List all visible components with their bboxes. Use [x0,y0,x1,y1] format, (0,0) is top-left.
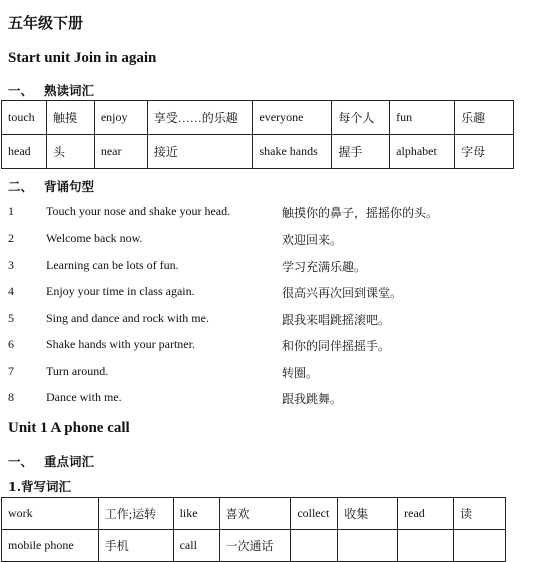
sentence-number: 6 [8,337,14,351]
table-cell: near [94,135,147,169]
sentence-chinese: 触摸你的鼻子，摇摇你的头。 [282,206,439,220]
table-cell: 每个人 [332,101,390,135]
table-cell [398,530,454,562]
sentence-number: 5 [8,311,14,325]
table-cell: mobile phone [2,530,99,562]
unit1-title: Unit 1 A phone call [8,420,130,436]
table-cell: 乐趣 [455,101,514,135]
sentence-english: Learning can be lots of fun. [46,258,179,272]
sentence-english: Sing and dance and rock with me. [46,311,209,325]
table-cell: 接近 [147,135,253,169]
sentence-chinese: 跟我跳舞。 [282,392,343,406]
table-cell [338,530,398,562]
sentence-english: Shake hands with your partner. [46,337,195,351]
unit1-vocab-table [1,497,506,562]
table-cell: call [173,530,219,562]
table-cell [291,530,338,562]
sentence-chinese: 和你的同伴摇摇手。 [282,339,391,353]
table-cell: 一次通话 [219,530,291,562]
table-cell: 触摸 [46,101,94,135]
table-cell: 握手 [332,135,390,169]
sentence-english: Dance with me. [46,390,122,404]
section-number: 一、 [8,454,34,469]
table-cell: alphabet [390,135,455,169]
table-cell: shake hands [253,135,332,169]
start-section-1-heading [8,81,94,99]
start-unit-title: Start unit Join in again [8,50,157,66]
table-cell: 字母 [455,135,514,169]
sentence-chinese: 很高兴再次回到课堂。 [282,286,403,300]
table-cell: read [398,498,454,530]
unit1-section-1-heading [8,452,94,470]
sentence-chinese: 跟我来唱跳摇滚吧。 [282,313,391,327]
table-cell: collect [291,498,338,530]
table-row [2,498,506,530]
table-cell: 收集 [338,498,398,530]
table-cell: 工作;运转 [98,498,173,530]
start-vocab-table [1,100,514,169]
section-title: 熟读词汇 [44,83,95,98]
table-cell: 读 [454,498,506,530]
sentence-number: 7 [8,364,14,378]
sentence-english: Touch your nose and shake your head. [46,204,231,218]
table-cell: like [173,498,219,530]
sentence-number: 8 [8,390,14,404]
table-row [2,101,514,135]
table-cell: 头 [46,135,94,169]
sentence-chinese: 转圈。 [282,366,319,380]
section-number: 二、 [8,179,34,194]
start-section-2-heading [8,177,94,195]
table-cell: head [2,135,47,169]
table-cell: work [2,498,99,530]
table-cell: 享受……的乐趣 [147,101,253,135]
sentence-chinese: 欢迎回来。 [282,233,343,247]
sentence-chinese: 学习充满乐趣。 [282,260,367,274]
unit1-subheading: 1.背写词汇 [8,479,72,494]
sentence-number: 2 [8,231,14,245]
sentence-english: Welcome back now. [46,231,143,245]
sentence-english: Enjoy your time in class again. [46,284,195,298]
table-row [2,135,514,169]
sentence-english: Turn around. [46,364,109,378]
section-title: 重点词汇 [44,454,95,469]
table-row [2,530,506,562]
section-number: 一、 [8,83,34,98]
table-cell: fun [390,101,455,135]
sentence-number: 1 [8,204,14,218]
table-cell: touch [2,101,47,135]
sentence-list [8,204,548,404]
table-cell: 喜欢 [219,498,291,530]
sentence-number: 4 [8,284,14,298]
table-cell [454,530,506,562]
table-cell: enjoy [94,101,147,135]
table-cell: everyone [253,101,332,135]
table-cell: 手机 [98,530,173,562]
section-title: 背诵句型 [44,179,95,194]
grade-title: 五年级下册 [8,14,84,32]
sentence-number: 3 [8,258,14,272]
